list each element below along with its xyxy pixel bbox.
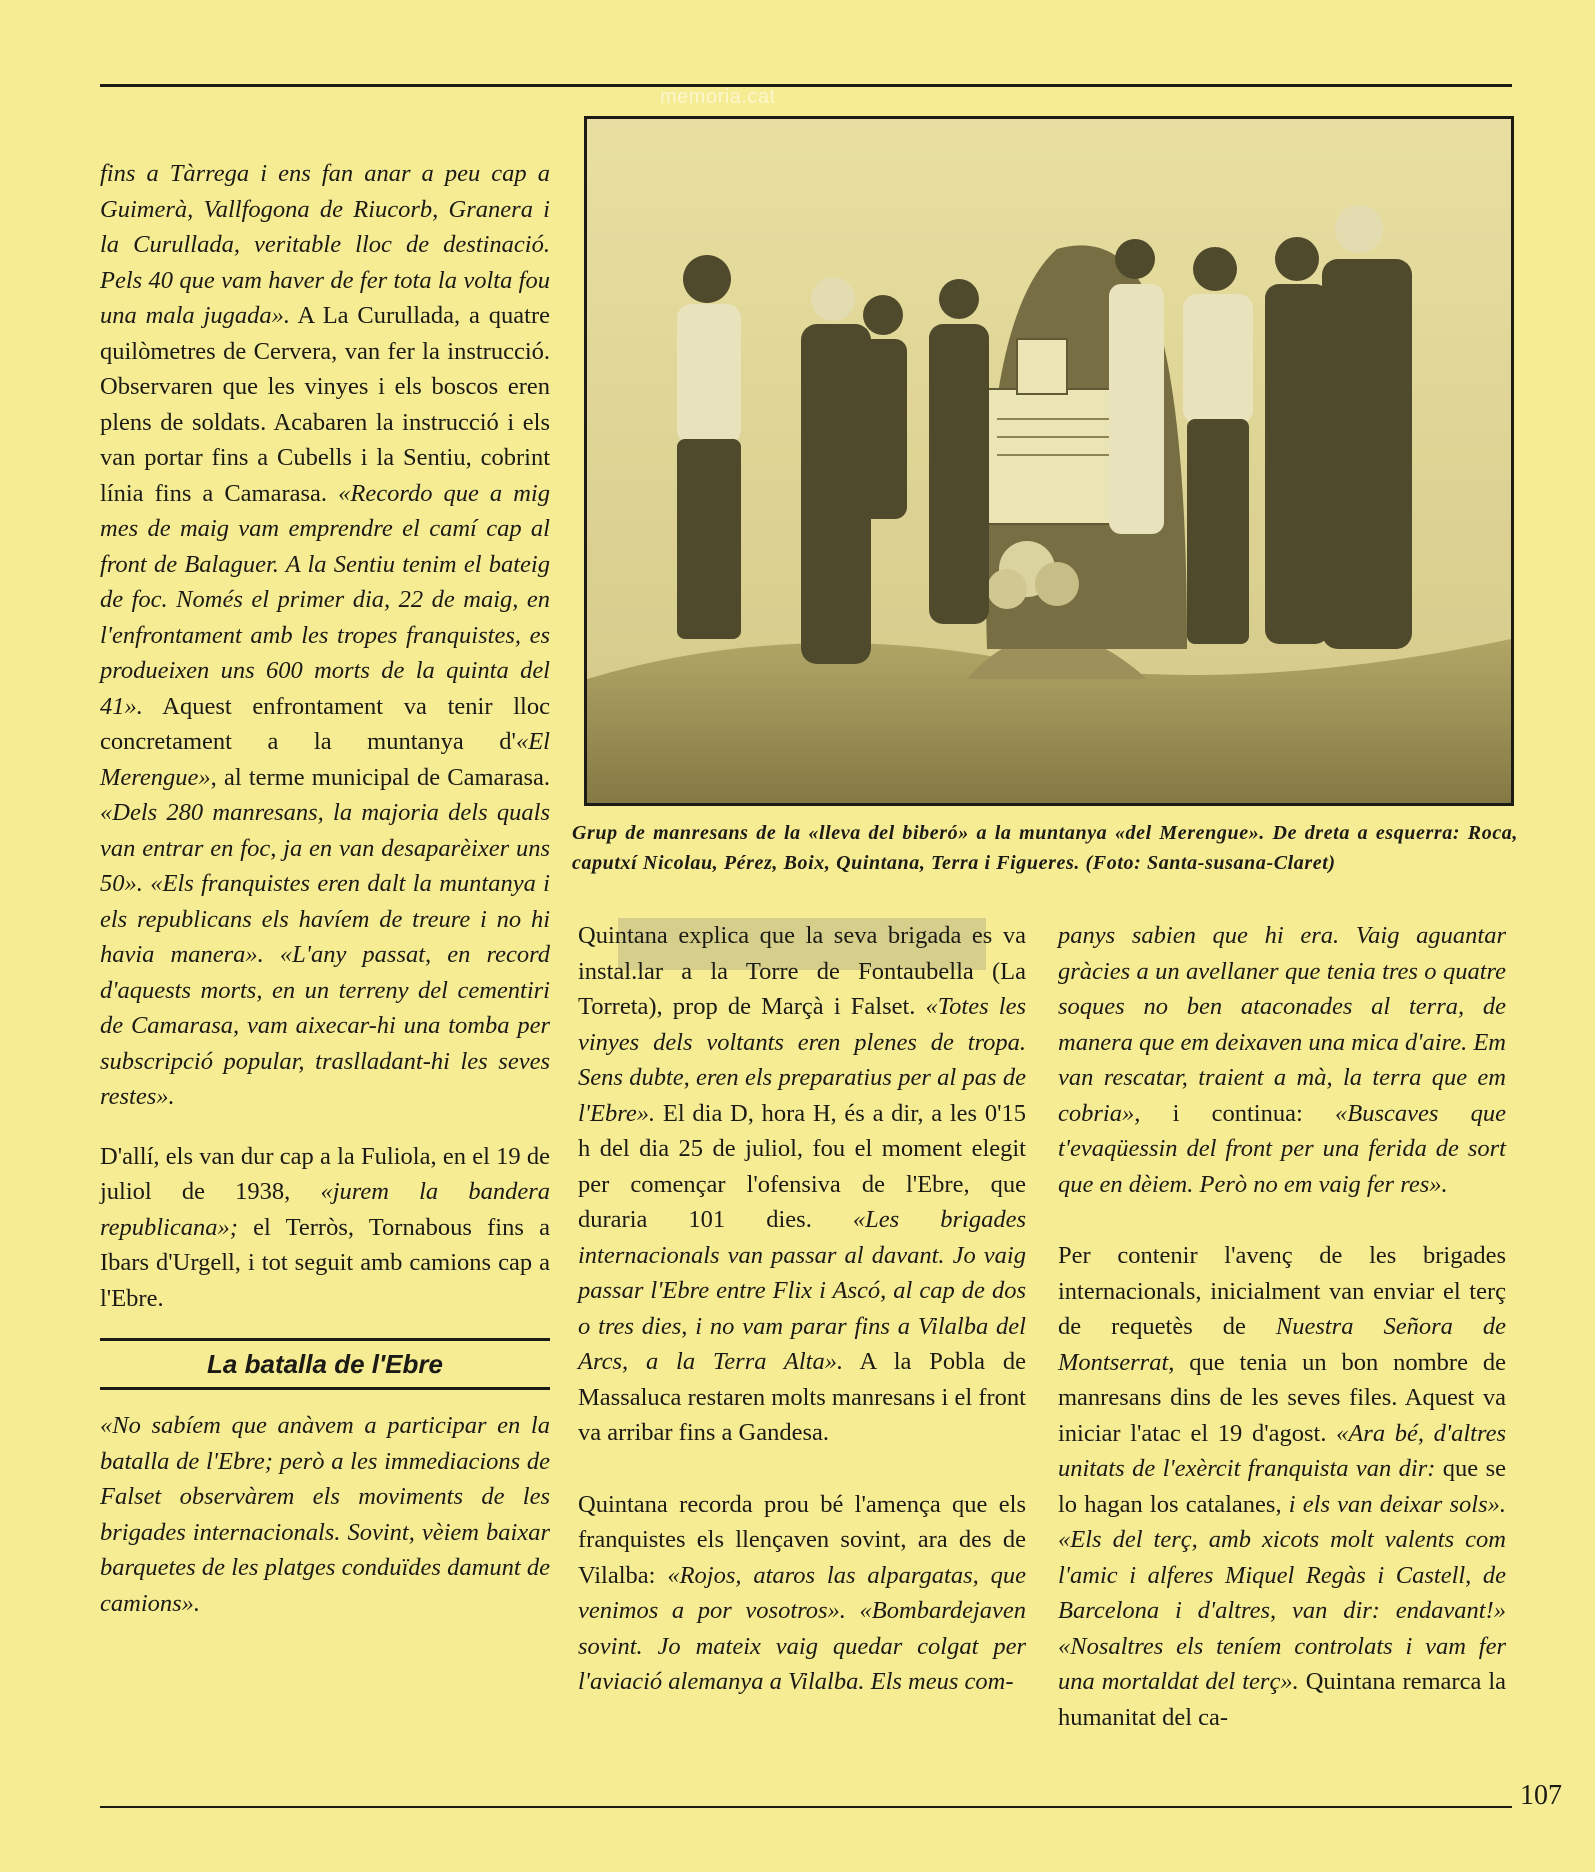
body-text: Aquest enfrontament va tenir lloc concretament a la muntanya d' <box>100 692 550 755</box>
body-text: Quintana remarca la humanitat del ca- <box>1058 1668 1506 1731</box>
body-text: que se lo hagan los catalanes, <box>1058 1455 1506 1518</box>
paragraph <box>1058 918 1506 1202</box>
quote-text: «Les brigades internacionals van passar al davant. Jo vaig passar l'Ebre entre Flix i Ascó, al cap de dos o tres dies, i no vam parar fins a Vilalba del Arcs, a la Terra Alta». <box>578 1206 1026 1375</box>
body-text: , al terme municipal de Camarasa. <box>210 763 550 791</box>
quote-text: «Recordo que a mig mes de maig vam emprendre el camí cap al front de Balaguer. A la Sentiu tenim el bateig de foc. Només el primer dia, 22 de maig, en l'enfrontament amb les tropes franquistes, es produeixen uns 600 morts de la quinta del 41». <box>100 479 550 720</box>
photo-image <box>587 119 1511 803</box>
watermark: memoria.cat <box>660 86 776 108</box>
body-text: A la Pobla de Massaluca restaren molts manresans i el front va arribar fins a Gandesa. <box>578 1348 1026 1446</box>
body-text: Quintana explica que la seva brigada es va instal.lar a la Torre de Fontaubella (La Torreta), prop de Marçà i Falset. <box>578 922 1026 1020</box>
paragraph <box>100 156 550 1115</box>
body-text: el Terròs, Tornabous fins a Ibars d'Urgell, i tot seguit amb camions cap a l'Ebre. <box>100 1213 550 1312</box>
body-text: A La Curullada, a quatre quilòmetres de Cervera, van fer la instrucció. Observaren que les vinyes i els boscos eren plens de soldats. Acabaren la instrucció i els van portar fins a Cubells i la Sentiu, cobrint línia fins a Camarasa. <box>100 302 551 507</box>
column-right <box>1058 918 1506 1735</box>
quote-text: Nuestra Señora de Montserrat, <box>1058 1313 1506 1376</box>
quote-text: «Totes les vinyes dels voltants eren plenes de tropa. Sens dubte, eren els preparatius per al pas de l'Ebre». <box>578 993 1026 1127</box>
quote-text: «El Merengue» <box>100 728 550 791</box>
quote-text: «Dels 280 manresans, la majoria dels quals van entrar en foc, ja en van desaparèixer uns 50». «Els franquistes eren dalt la muntanya i els republicans els havíem de treure i no hi havia manera». «L'any passat, en record d'aquests morts, en un terreny del cementiri de Camarasa, vam aixecar-hi una tomba per subscripció popular, traslladant-hi les seves restes». <box>100 799 550 1110</box>
paragraph <box>578 918 1026 1451</box>
paragraph <box>1058 1238 1506 1735</box>
quote-text: i els van deixar sols». «Els del terç, amb xicots molt valents com l'amic i alferes Miquel Regàs i Castell, de Barcelona i d'altres, van dir: endavant!» «Nosaltres els teníem controlats i vam fer una mortaldat del terç». <box>1058 1490 1506 1695</box>
column-left <box>100 156 550 1621</box>
body-text: El dia D, hora H, és a dir, a les 0'15 h del dia 25 de juliol, fou el moment elegit per començar l'ofensiva de l'Ebre, que duraria 101 dies. <box>578 1099 1026 1233</box>
quote-text: «Buscaves que t'evaqüessin del front per una ferida de sort que en dèiem. Però no em vaig fer res». <box>1058 1099 1506 1198</box>
photo-caption: Grup de manresans de la «lleva del biberó» a la muntanya «del Merengue». De dreta a esquerra: Roca, caputxí Nicolau, Pérez, Boix, Quintana, Terra i Figueres. (Foto: Santa-susana-Claret) <box>572 822 1518 874</box>
body-text: Quintana recorda prou bé l'amença que els franquistes els llençaven sovint, ara des de Vilalba: <box>578 1490 1026 1589</box>
paragraph <box>100 1408 550 1621</box>
quote-text: «No sabíem que anàvem a participar en la batalla de l'Ebre; però a les immediacions de Falset observàrem els moviments de les brigades internacionals. Sovint, vèiem baixar barquetes de les platges conduïdes damunt de camions». <box>100 1412 550 1617</box>
photo <box>584 116 1514 806</box>
quote-text: panys sabien que hi era. Vaig aguantar gràcies a un avellaner que tenia tres o quatre soques no ben ataconades al terra, de manera que em deixaven una mica d'aire. Em van rescatar, traient a mà, la terra que em cobria», <box>1058 922 1506 1127</box>
body-text: que tenia un bon nombre de manresans dins de les seves files. Aquest va iniciar l'atac el 19 d'agost. <box>1058 1348 1506 1447</box>
paragraph <box>578 1487 1026 1700</box>
paragraph <box>100 1139 550 1317</box>
column-middle <box>578 918 1026 1700</box>
body-text: i continua: <box>1140 1099 1335 1127</box>
section-heading: La batalla de l'Ebre <box>100 1338 550 1390</box>
quote-text: fins a Tàrrega i ens fan anar a peu cap a Guimerà, Vallfogona de Riucorb, Granera i la Curullada, veritable lloc de destinació. Pels 40 que vam haver de fer tota la volta fou una mala jugada». <box>100 160 550 329</box>
quote-text: «jurem la bandera republicana»; <box>100 1178 551 1241</box>
quote-text: «Ara bé, d'altres unitats de l'exèrcit franquista van dir: <box>1058 1419 1506 1482</box>
paragraph-gap <box>1058 1202 1506 1238</box>
page-number: 107 <box>1520 1780 1562 1811</box>
quote-text: «Rojos, ataros las alpargatas, que venimos a por vosotros». «Bombardejaven sovint. Jo mateix vaig quedar colgat per l'aviació alemanya a Vilalba. Els meus com- <box>578 1561 1026 1695</box>
paragraph-gap <box>100 1115 550 1139</box>
body-text: D'allí, els van dur cap a la Fuliola, en el 19 de juliol de 1938, <box>100 1142 550 1205</box>
top-rule <box>100 84 1512 87</box>
paragraph-gap <box>578 1451 1026 1487</box>
bottom-rule <box>100 1806 1512 1808</box>
body-text: Per contenir l'avenç de les brigades internacionals, inicialment van enviar el terç de requetès de <box>1058 1242 1506 1340</box>
